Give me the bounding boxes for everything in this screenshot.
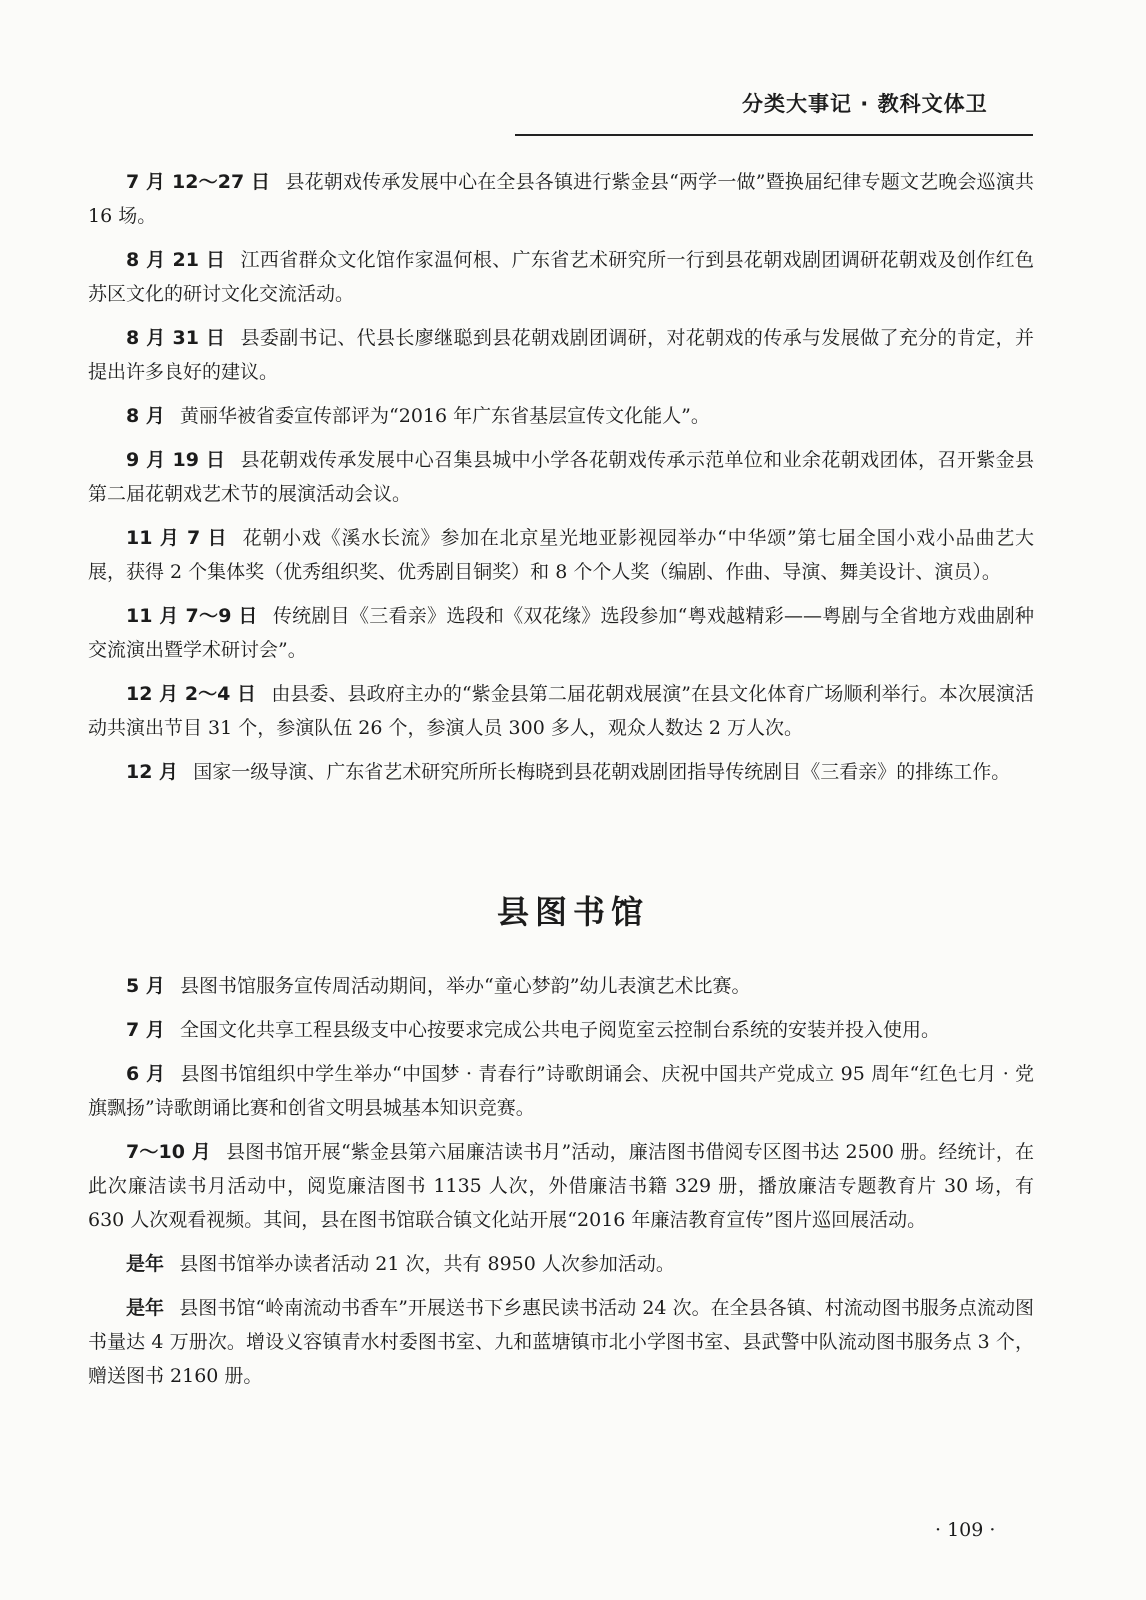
entry-text: 县图书馆开展“紫金县第六届廉洁读书月”活动，廉洁图书借阅专区图书达 2500 册。经统计，在此次廉洁读书月活动中，阅览廉洁图书 1135 人次，外借廉洁书籍 329 册，播放廉洁专题教育片 30 场，有 630 人次观看视频。其间，县在图书馆联合镇文化站开展“2016 年廉洁教育宣传”图片巡回展活动。 xyxy=(88,1141,1034,1231)
entry-text: 黄丽华被省委宣传部评为“2016 年广东省基层宣传文化能人”。 xyxy=(180,405,710,427)
entry-date: 7 月 12～27 日 xyxy=(126,171,271,193)
entry-date: 是年 xyxy=(126,1253,165,1275)
chronicle-entry xyxy=(88,1291,1034,1393)
chronicle-entry xyxy=(88,321,1034,389)
running-head: 分类大事记 · 教科文体卫 xyxy=(742,92,988,116)
chronicle-entry xyxy=(88,165,1034,233)
entry-text: 江西省群众文化馆作家温何根、广东省艺术研究所一行到县花朝戏剧团调研花朝戏及创作红色苏区文化的研讨文化交流活动。 xyxy=(88,249,1034,305)
section-title-library: 县图书馆 xyxy=(496,893,649,931)
chronicle-entry xyxy=(88,755,1034,789)
entry-date: 6 月 xyxy=(126,1063,166,1085)
chronicle-entry xyxy=(88,521,1034,589)
entry-text: 县花朝戏传承发展中心召集县城中小学各花朝戏传承示范单位和业余花朝戏团体，召开紫金县第二届花朝戏艺术节的展演活动会议。 xyxy=(88,449,1034,505)
entry-text: 由县委、县政府主办的“紫金县第二届花朝戏展演”在县文化体育广场顺利举行。本次展演活动共演出节目 31 个，参演队伍 26 个，参演人员 300 多人，观众人数达 2 万人次。 xyxy=(88,683,1034,739)
entry-date: 7～10 月 xyxy=(126,1141,211,1163)
entry-date: 5 月 xyxy=(126,975,165,997)
chronicle-entry xyxy=(88,969,1034,1003)
entry-date: 9 月 19 日 xyxy=(126,449,226,471)
chronicle-entry xyxy=(88,677,1034,745)
entry-text: 传统剧目《三看亲》选段和《双花缘》选段参加“粤戏越精彩——粤剧与全省地方戏曲剧种交流演出暨学术研讨会”。 xyxy=(88,605,1034,661)
chronicle-entry xyxy=(88,1057,1034,1125)
entry-text: 县图书馆“岭南流动书香车”开展送书下乡惠民读书活动 24 次。在全县各镇、村流动图书服务点流动图书量达 4 万册次。增设义容镇青水村委图书室、九和蓝塘镇市北小学图书室、县武警中队流动图书服务点 3 个，赠送图书 2160 册。 xyxy=(88,1297,1034,1387)
entry-date: 11 月 7 日 xyxy=(126,527,228,549)
chronicle-entry xyxy=(88,1247,1034,1281)
entry-date: 7 月 xyxy=(126,1019,165,1041)
entry-date: 是年 xyxy=(126,1297,165,1319)
chronicle-entry xyxy=(88,443,1034,511)
entry-text: 国家一级导演、广东省艺术研究所所长梅晓到县花朝戏剧团指导传统剧目《三看亲》的排练工作。 xyxy=(193,761,1011,783)
entry-date: 8 月 xyxy=(126,405,165,427)
chronicle-entry xyxy=(88,399,1034,433)
chronicle-entry xyxy=(88,1013,1034,1047)
chronicle-entry xyxy=(88,1135,1034,1237)
entry-date: 12 月 2～4 日 xyxy=(126,683,257,705)
section-drama-entries xyxy=(88,165,1034,799)
entry-text: 花朝小戏《溪水长流》参加在北京星光地亚影视园举办“中华颂”第七届全国小戏小品曲艺大展，获得 2 个集体奖（优秀组织奖、优秀剧目铜奖）和 8 个个人奖（编剧、作曲、导演、舞美设计、演员）。 xyxy=(88,527,1034,583)
entry-date: 8 月 21 日 xyxy=(126,249,226,271)
entry-date: 8 月 31 日 xyxy=(126,327,226,349)
entry-text: 全国文化共享工程县级支中心按要求完成公共电子阅览室云控制台系统的安装并投入使用。 xyxy=(180,1019,941,1041)
chronicle-entry xyxy=(88,243,1034,311)
entry-date: 12 月 xyxy=(126,761,179,783)
chronicle-entry xyxy=(88,599,1034,667)
entry-text: 县花朝戏传承发展中心在全县各镇进行紫金县“两学一做”暨换届纪律专题文艺晚会巡演共 16 场。 xyxy=(88,171,1034,227)
entry-text: 县图书馆服务宣传周活动期间，举办“童心梦韵”幼儿表演艺术比赛。 xyxy=(180,975,751,997)
page-number: · 109 · xyxy=(935,1519,996,1541)
section-library-entries xyxy=(88,969,1034,1403)
header-rule xyxy=(515,134,1033,136)
entry-date: 11 月 7～9 日 xyxy=(126,605,258,627)
entry-text: 县图书馆举办读者活动 21 次，共有 8950 人次参加活动。 xyxy=(179,1253,675,1275)
entry-text: 县图书馆组织中学生举办“中国梦 · 青春行”诗歌朗诵会、庆祝中国共产党成立 95 周年“红色七月 · 党旗飘扬”诗歌朗诵比赛和创省文明县城基本知识竞赛。 xyxy=(88,1063,1035,1119)
entry-text: 县委副书记、代县长廖继聪到县花朝戏剧团调研，对花朝戏的传承与发展做了充分的肯定，并提出许多良好的建议。 xyxy=(88,327,1034,383)
